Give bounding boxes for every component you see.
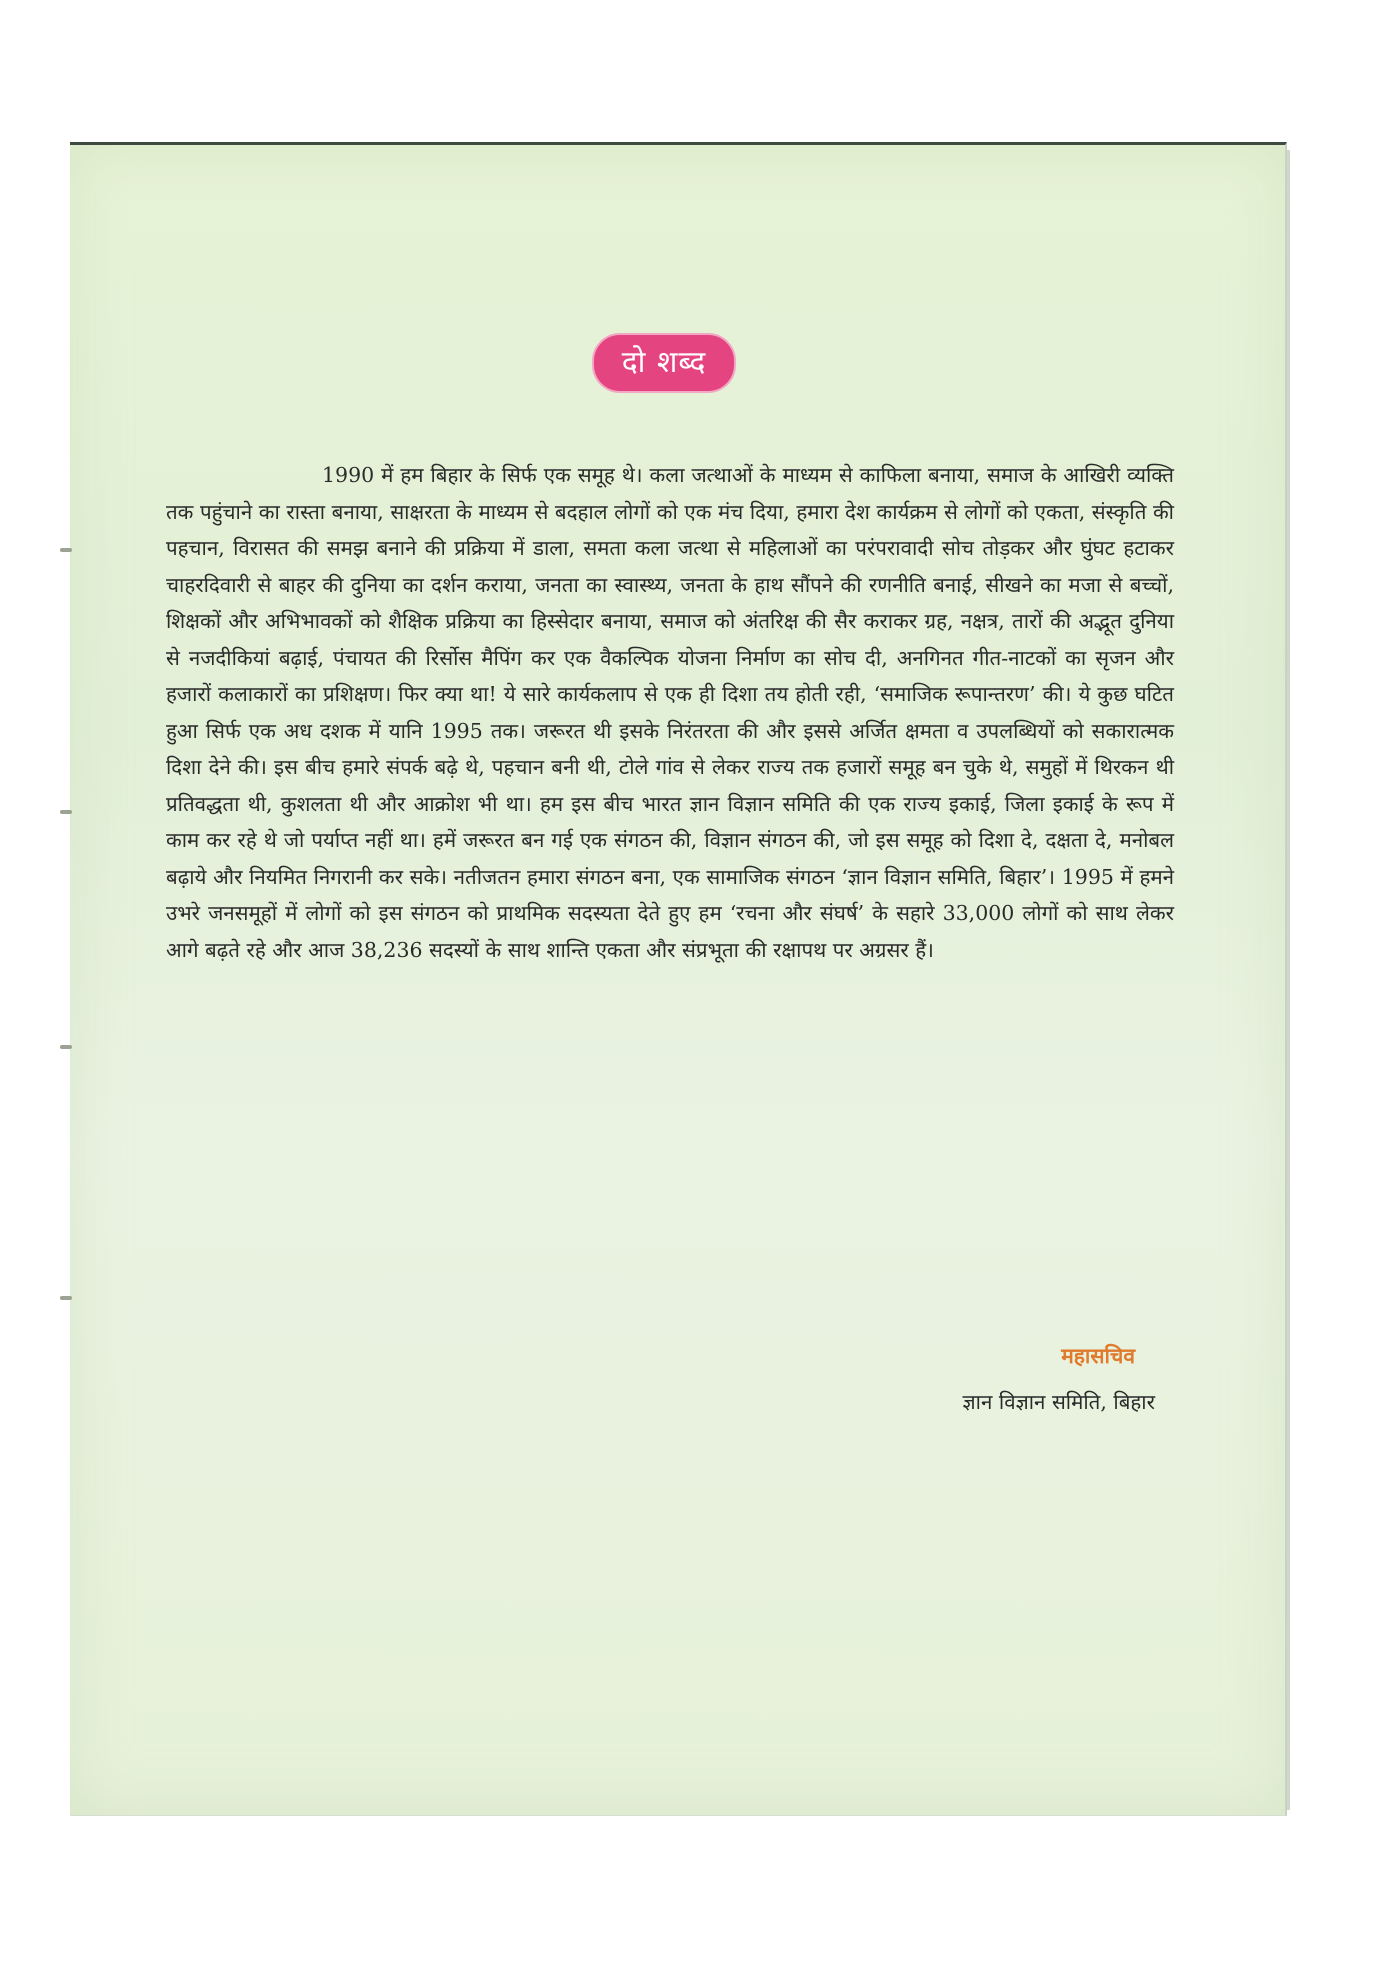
body-paragraph: 1990 में हम बिहार के सिर्फ एक समूह थे। कला जत्थाओं के माध्यम से काफिला बनाया, समाज के आखिरी व्यक्ति तक पहुंचाने का रास्ता बनाया, साक्षरता के माध्यम से बदहाल लोगों को एक मंच दिया, हमारा देश कार्यक्रम से लोगों को एकता, संस्कृति की पहचान, विरासत की समझ बनाने की प्रक्रिया में डाला, समता कला जत्था से महिलाओं का परंपरावादी सोच तोड़कर और घुंघट हटाकर चाहरदिवारी से बाहर की दुनिया का दर्शन कराया, जनता का स्वास्थ्य, जनता के हाथ सौंपने की रणनीति बनाई, सीखने का मजा से बच्चों, शिक्षकों और अभिभावकों को शैक्षिक प्रक्रिया का हिस्सेदार बनाया, समाज को अंतरिक्ष की सैर कराकर ग्रह, नक्षत्र, तारों की अद्भूत दुनिया से नजदीकियां बढ़ाई, पंचायत की रिर्सोस मैपिंग कर एक वैकल्पिक योजना निर्माण का सोच दी, अनगिनत गीत-नाटकों का सृजन और हजारों कलाकारों का प्रशिक्षण। फिर क्या था! ये सारे कार्यकलाप से एक ही दिशा तय होती रही, ‘समाजिक रूपान्तरण’ की। ये कुछ घटित हुआ सिर्फ एक अध दशक में यानि 1995 तक। जरूरत थी इसके निरंतरता की और इससे अर्जित क्षमता व उपलब्धियों को सकारात्मक दिशा देने की। इस बीच हमारे संपर्क बढ़े थे, पहचान बनी थी, टोले गांव से लेकर राज्य तक हजारों समूह बन चुके थे, समुहों में थिरकन थी प्रतिवद्धता थी, कुशलता थी और आक्रोश भी था। हम इस बीच भारत ज्ञान विज्ञान समिति की एक राज्य इकाई, जिला इकाई के रूप में काम कर रहे थे जो पर्याप्त नहीं था। हमें जरूरत बन गई एक संगठन की, विज्ञान संगठन की, जो इस समूह को दिशा दे, दक्षता दे, मनोबल बढ़ाये और नियमित निगरानी कर सके। नतीजतन हमारा संगठन बना, एक सामाजिक संगठन ‘ज्ञान विज्ञान समिति, बिहार’। 1995 में हमने उभरे जनसमूहों में लोगों को इस संगठन को प्राथमिक सदस्यता देते हुए हम ‘रचना और संघर्ष’ के सहारे 33,000 लोगों को साथ लेकर आगे बढ़ते रहे और आज 38,236 सदस्यों के साथ शान्ति एकता और संप्रभूता की रक्षापथ पर अग्रसर हैं। [166,463,1174,962]
page-heading: दो शब्द [592,333,736,393]
binding-mark [60,810,72,814]
binding-mark [60,548,72,552]
binding-mark [60,1296,72,1300]
signature-organization: ज्ञान विज्ञान समिति, बिहार [962,1390,1155,1414]
signature-title: महासचिव [1061,1344,1135,1368]
page [70,142,1287,1816]
binding-mark [60,1045,72,1049]
